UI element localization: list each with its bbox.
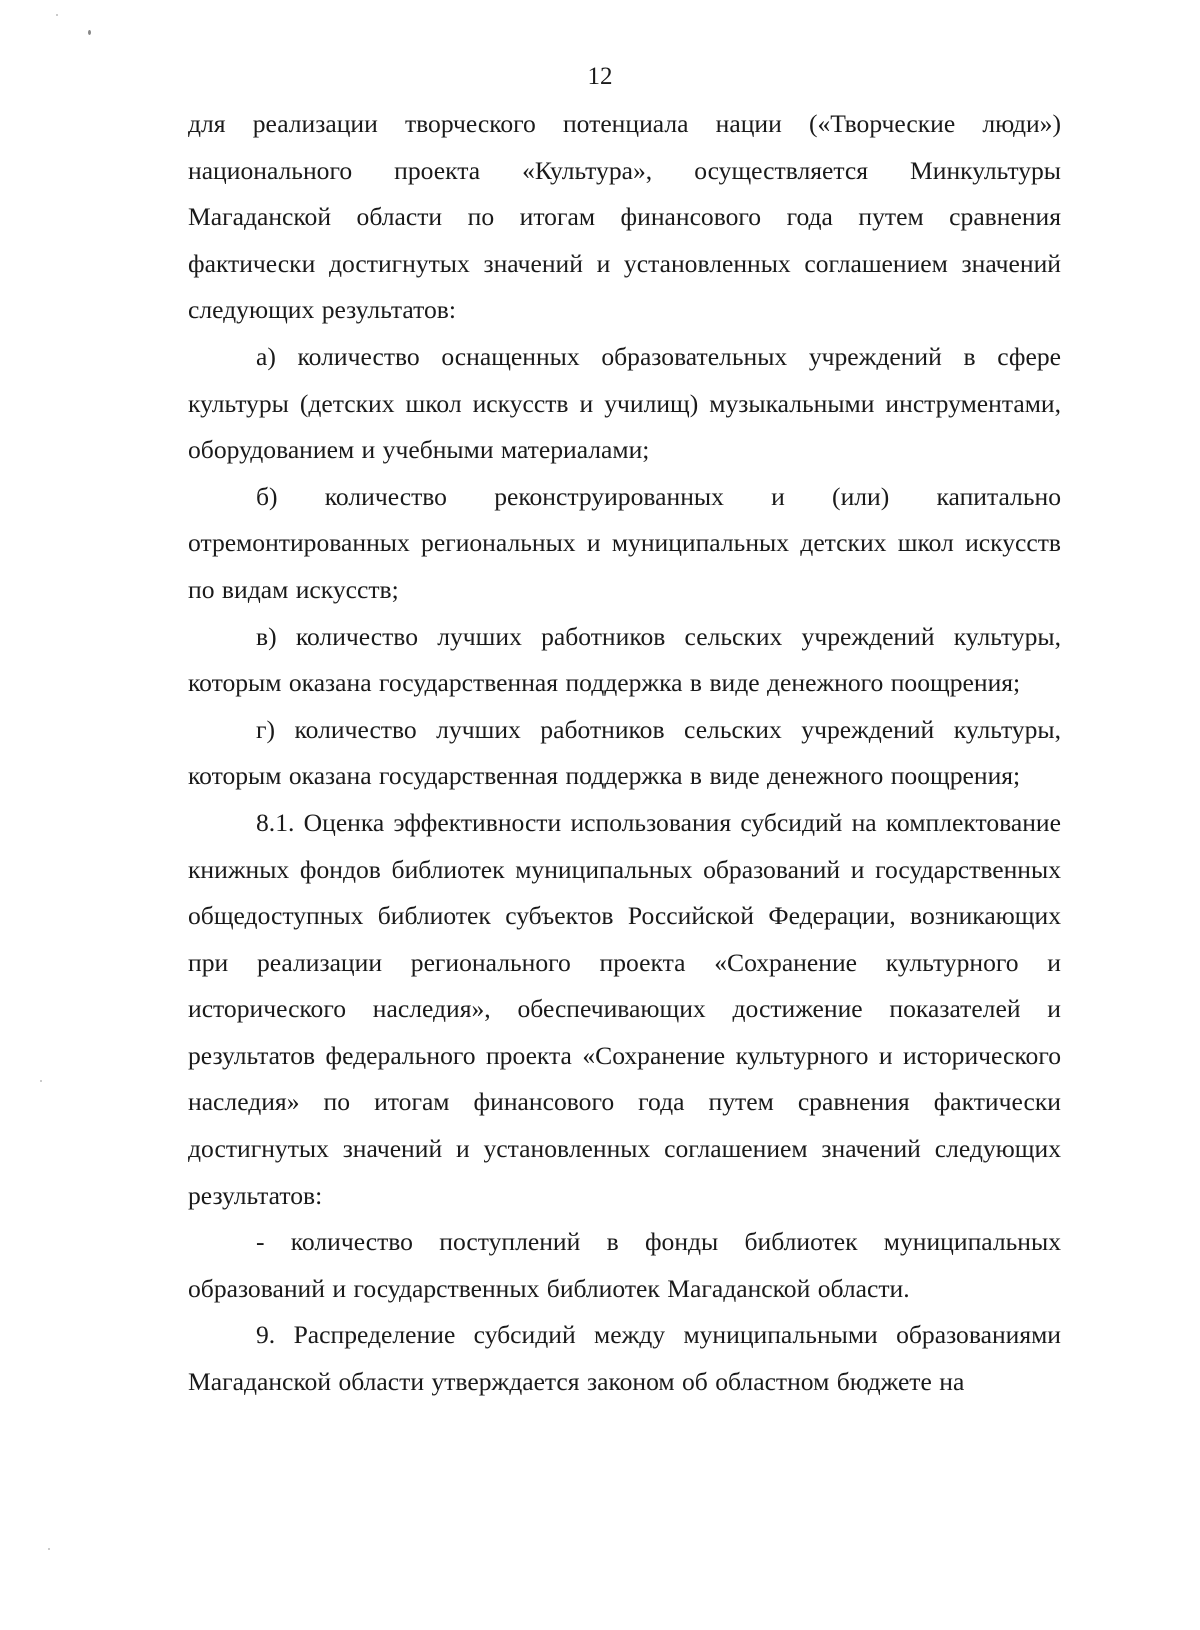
- list-item-a: а) количество оснащенных образовательных учреждений в сфере культуры (детских школ искусств и училищ) музыкальными инструментами, оборудованием и учебными материалами;: [188, 341, 1061, 465]
- list-item-v: в) количество лучших работников сельских учреждений культуры, которым оказана государственная поддержка в виде денежного поощрения;: [188, 621, 1061, 698]
- list-item-g: г) количество лучших работников сельских учреждений культуры, которым оказана государственная поддержка в виде денежного поощрения;: [188, 714, 1061, 791]
- scan-speck: [40, 1080, 42, 1082]
- clause-8-1: 8.1. Оценка эффективности использования субсидий на комплектование книжных фондов библиотек муниципальных образований и государственных общедоступных библиотек субъектов Российской Федерации, возникающих при реализации регионального проекта «Сохранение культурного и исторического наследия», обеспечивающих достижение показателей и результатов федерального проекта «Сохранение культурного и исторического наследия» по итогам финансового года путем сравнения фактически достигнутых значений и установленных соглашением значений следующих результатов:: [188, 807, 1061, 1210]
- list-item-b: б) количество реконструированных и (или) капитально отремонтированных региональных и муниципальных детских школ искусств по видам искусств;: [188, 481, 1061, 604]
- body-text: [188, 101, 1061, 1406]
- list-item-dash: - количество поступлений в фонды библиотек муниципальных образований и государственных библиотек Магаданской области.: [188, 1227, 1061, 1303]
- scan-speck: [88, 30, 91, 35]
- clause-9: 9. Распределение субсидий между муниципальными образованиями Магаданской области утверждается законом об областном бюджете на: [188, 1320, 1061, 1397]
- page-number: 12: [587, 63, 613, 90]
- scan-speck: [48, 1548, 50, 1550]
- paragraph-intro: для реализации творческого потенциала нации («Творческие люди») национального проекта «Культура», осуществляется Минкультуры Магаданской области по итогам финансового года путем сравнения фактически достигнутых значений и установленных соглашением значений следующих результатов:: [188, 109, 1061, 325]
- scan-speck: [56, 14, 58, 16]
